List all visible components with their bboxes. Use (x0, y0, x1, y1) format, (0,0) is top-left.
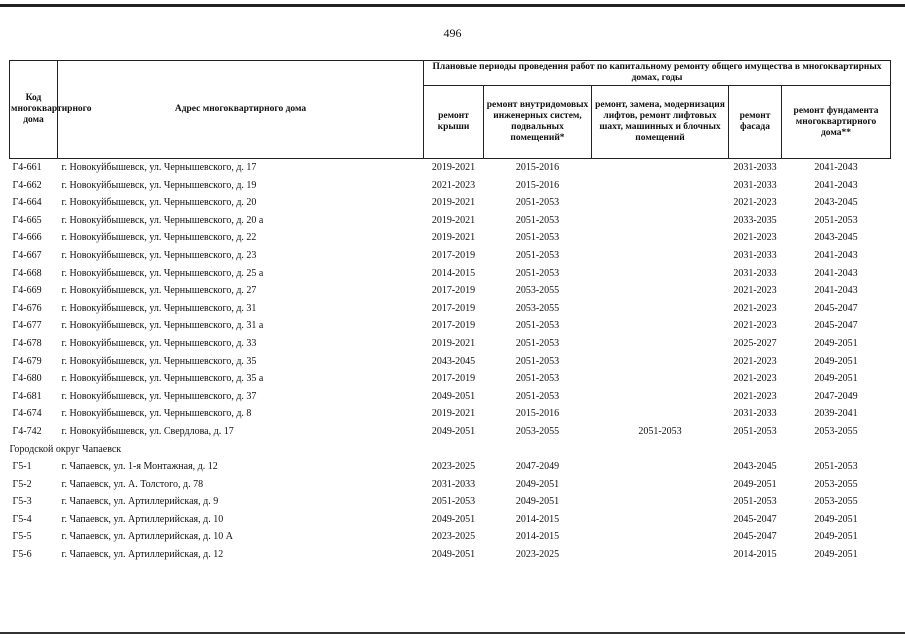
cell-facade: 2021-2023 (733, 232, 777, 244)
cell-facade: 2021-2023 (733, 373, 777, 385)
cell-address: г. Чапаевск, ул. Артиллерийская, д. 10 А (61, 531, 233, 543)
cell-facade: 2021-2023 (733, 390, 777, 402)
header-periods: Плановые периоды проведения работ по капитальному ремонту общего имущества в многоквартирных домах, годы (424, 61, 891, 86)
cell-code: Г4-677 (12, 320, 42, 332)
cell-foundation: 2053-2055 (814, 478, 858, 490)
cell-roof: 2023-2025 (431, 531, 476, 543)
cell-systems: 2049-2051 (515, 478, 560, 490)
table-row (10, 317, 891, 335)
cell-roof: 2017-2019 (431, 285, 476, 297)
cell-address: г. Новокуйбышевск, ул. Чернышевского, д. 31 (61, 302, 257, 314)
cell-roof: 2017-2019 (431, 320, 476, 332)
cell-lifts: 2051-2053 (638, 425, 682, 437)
cell-code: Г4-662 (12, 179, 42, 191)
cell-roof: 2049-2051 (431, 549, 476, 561)
cell-systems: 2051-2053 (515, 197, 560, 209)
header-address: Адрес многоквартирного дома (58, 61, 424, 159)
cell-roof: 2021-2023 (431, 179, 476, 191)
group-row (10, 441, 891, 459)
cell-code: Г4-669 (12, 285, 42, 297)
cell-code: Г4-678 (12, 337, 42, 349)
page-number: 496 (443, 26, 462, 40)
cell-foundation: 2041-2043 (814, 249, 858, 261)
cell-facade: 2031-2033 (733, 249, 777, 261)
cell-address: г. Чапаевск, ул. Артиллерийская, д. 12 (61, 549, 224, 561)
cell-facade: 2043-2045 (733, 461, 777, 473)
cell-systems: 2051-2053 (515, 373, 560, 385)
table-row (10, 546, 891, 564)
table-row (10, 194, 891, 212)
cell-facade: 2014-2015 (733, 549, 777, 561)
cell-facade: 2021-2023 (733, 285, 777, 297)
table-row (10, 511, 891, 529)
cell-lifts (592, 388, 729, 406)
cell-foundation: 2045-2047 (814, 320, 858, 332)
cell-address: г. Новокуйбышевск, ул. Чернышевского, д. 20 (61, 197, 257, 209)
cell-roof: 2051-2053 (431, 496, 476, 508)
cell-address: г. Чапаевск, ул. Артиллерийская, д. 10 (61, 513, 224, 525)
cell-code: Г5-4 (12, 513, 32, 525)
table-row (10, 282, 891, 300)
cell-address: г. Новокуйбышевск, ул. Чернышевского, д. 23 (61, 249, 257, 261)
cell-facade: 2051-2053 (733, 425, 777, 437)
table-row (10, 370, 891, 388)
cell-roof: 2049-2051 (431, 390, 476, 402)
cell-code: Г4-674 (12, 408, 42, 420)
cell-roof: 2049-2051 (431, 513, 476, 525)
cell-systems: 2023-2025 (515, 549, 560, 561)
bottom-rule (0, 632, 905, 634)
cell-roof: 2019-2021 (431, 162, 476, 173)
cell-address: г. Новокуйбышевск, ул. Чернышевского, д. 25 а (61, 267, 264, 279)
cell-code: Г4-661 (12, 162, 42, 173)
header-systems: ремонт внутридомовых инженерных систем, подвальных помещений* (484, 86, 592, 159)
cell-code: Г4-665 (12, 214, 42, 226)
cell-foundation: 2043-2045 (814, 197, 858, 209)
cell-foundation: 2045-2047 (814, 302, 858, 314)
cell-foundation: 2049-2051 (814, 337, 858, 349)
top-rule (0, 4, 905, 7)
cell-lifts (592, 265, 729, 283)
cell-lifts (592, 370, 729, 388)
cell-address: г. Новокуйбышевск, ул. Чернышевского, д. 35 (61, 355, 257, 367)
cell-lifts (592, 476, 729, 494)
cell-lifts (592, 353, 729, 371)
cell-lifts (592, 300, 729, 318)
cell-address: г. Новокуйбышевск, ул. Чернышевского, д. 20 а (61, 214, 264, 226)
cell-facade: 2045-2047 (733, 513, 777, 525)
group-title: Городской округ Чапаевск (9, 443, 122, 455)
table-row (10, 265, 891, 283)
table-row (10, 458, 891, 476)
cell-roof: 2023-2025 (431, 461, 476, 473)
table-row (10, 423, 891, 441)
cell-foundation: 2053-2055 (814, 425, 858, 437)
cell-code: Г4-680 (12, 373, 42, 385)
cell-lifts (592, 282, 729, 300)
cell-foundation: 2053-2055 (814, 496, 858, 508)
cell-systems: 2014-2015 (515, 513, 560, 525)
cell-foundation: 2049-2051 (814, 513, 858, 525)
cell-roof: 2017-2019 (431, 373, 476, 385)
cell-systems: 2051-2053 (515, 249, 560, 261)
table-row (10, 493, 891, 511)
cell-systems: 2053-2055 (515, 285, 560, 297)
cell-foundation: 2047-2049 (814, 390, 858, 402)
cell-systems: 2049-2051 (515, 496, 560, 508)
cell-foundation: 2049-2051 (814, 549, 858, 561)
cell-facade: 2045-2047 (733, 531, 777, 543)
cell-lifts (592, 493, 729, 511)
cell-address: г. Новокуйбышевск, ул. Чернышевского, д. 17 (61, 162, 257, 173)
cell-roof: 2017-2019 (431, 302, 476, 314)
cell-foundation: 2041-2043 (814, 179, 858, 191)
cell-facade: 2031-2033 (733, 408, 777, 420)
table-row (10, 405, 891, 423)
table-row (10, 300, 891, 318)
header-code: Код многоквартирного дома (10, 61, 58, 159)
cell-systems: 2051-2053 (515, 320, 560, 332)
cell-code: Г4-667 (12, 249, 42, 261)
cell-code: Г4-676 (12, 302, 42, 314)
cell-roof: 2043-2045 (431, 355, 476, 367)
cell-roof: 2019-2021 (431, 197, 476, 209)
cell-facade: 2021-2023 (733, 302, 777, 314)
cell-code: Г5-5 (12, 531, 32, 543)
cell-roof: 2031-2033 (431, 478, 476, 490)
cell-systems: 2051-2053 (515, 214, 560, 226)
table-row (10, 229, 891, 247)
cell-foundation: 2049-2051 (814, 373, 858, 385)
cell-facade: 2025-2027 (733, 337, 777, 349)
cell-facade: 2031-2033 (733, 179, 777, 191)
cell-systems: 2053-2055 (515, 302, 560, 314)
cell-facade: 2033-2035 (733, 214, 777, 226)
cell-lifts (592, 458, 729, 476)
cell-facade: 2031-2033 (733, 267, 777, 279)
cell-lifts (592, 247, 729, 265)
cell-roof: 2019-2021 (431, 214, 476, 226)
table-row (10, 476, 891, 494)
cell-foundation: 2049-2051 (814, 531, 858, 543)
header-roof: ремонт крыши (424, 86, 484, 159)
cell-lifts (592, 212, 729, 230)
cell-address: г. Чапаевск, ул. Артиллерийская, д. 9 (61, 496, 219, 508)
cell-roof: 2014-2015 (431, 267, 476, 279)
cell-roof: 2019-2021 (431, 408, 476, 420)
cell-facade: 2049-2051 (733, 478, 777, 490)
cell-lifts (592, 159, 729, 177)
table-row (10, 388, 891, 406)
cell-systems: 2051-2053 (515, 337, 560, 349)
cell-lifts (592, 229, 729, 247)
cell-lifts (592, 405, 729, 423)
cell-lifts (592, 317, 729, 335)
cell-code: Г5-2 (12, 478, 32, 490)
table-row (10, 247, 891, 265)
cell-lifts (592, 194, 729, 212)
header-lifts: ремонт, замена, модернизация лифтов, ремонт лифтовых шахт, машинных и блочных помещений (592, 86, 729, 159)
cell-address: г. Новокуйбышевск, ул. Чернышевского, д. 19 (61, 179, 257, 191)
cell-foundation: 2039-2041 (814, 408, 858, 420)
cell-foundation: 2049-2051 (814, 355, 858, 367)
cell-systems: 2015-2016 (515, 162, 560, 173)
cell-address: г. Новокуйбышевск, ул. Чернышевского, д. 22 (61, 232, 257, 244)
cell-lifts (592, 177, 729, 195)
cell-code: Г4-681 (12, 390, 42, 402)
cell-code: Г5-3 (12, 496, 32, 508)
cell-address: г. Новокуйбышевск, ул. Чернышевского, д. 8 (61, 408, 252, 420)
cell-address: г. Новокуйбышевск, ул. Чернышевского, д. 35 а (61, 373, 264, 385)
cell-systems: 2051-2053 (515, 232, 560, 244)
cell-facade: 2021-2023 (733, 197, 777, 209)
cell-facade: 2051-2053 (733, 496, 777, 508)
cell-roof: 2049-2051 (431, 425, 476, 437)
cell-address: г. Новокуйбышевск, ул. Чернышевского, д. 27 (61, 285, 257, 297)
capital-repair-table (9, 60, 891, 564)
header-facade: ремонт фасада (729, 86, 782, 159)
cell-foundation: 2041-2043 (814, 267, 858, 279)
cell-systems: 2047-2049 (515, 461, 560, 473)
cell-code: Г4-666 (12, 232, 42, 244)
table-row (10, 177, 891, 195)
header-foundation: ремонт фундамента многоквартирного дома** (782, 86, 891, 159)
cell-code: Г4-668 (12, 267, 42, 279)
table-row (10, 353, 891, 371)
table-body (10, 159, 891, 564)
cell-foundation: 2041-2043 (814, 162, 858, 173)
cell-systems: 2015-2016 (515, 408, 560, 420)
table-row (10, 159, 891, 177)
cell-foundation: 2051-2053 (814, 214, 858, 226)
cell-address: г. Новокуйбышевск, ул. Свердлова, д. 17 (61, 425, 234, 437)
cell-address: г. Новокуйбышевск, ул. Чернышевского, д. 31 а (61, 320, 264, 332)
cell-address: г. Новокуйбышевск, ул. Чернышевского, д. 37 (61, 390, 257, 402)
cell-address: г. Новокуйбышевск, ул. Чернышевского, д. 33 (61, 337, 257, 349)
table-row (10, 528, 891, 546)
cell-foundation: 2051-2053 (814, 461, 858, 473)
cell-address: г. Чапаевск, ул. А. Толстого, д. 78 (61, 478, 204, 490)
table-row (10, 212, 891, 230)
cell-code: Г4-664 (12, 197, 42, 209)
cell-roof: 2019-2021 (431, 232, 476, 244)
cell-systems: 2053-2055 (515, 425, 560, 437)
cell-roof: 2017-2019 (431, 249, 476, 261)
cell-code: Г4-679 (12, 355, 42, 367)
cell-address: г. Чапаевск, ул. 1-я Монтажная, д. 12 (61, 461, 218, 473)
cell-systems: 2014-2015 (515, 531, 560, 543)
cell-roof: 2019-2021 (431, 337, 476, 349)
table-row (10, 335, 891, 353)
cell-code: Г4-742 (12, 425, 42, 437)
cell-systems: 2051-2053 (515, 390, 560, 402)
cell-systems: 2051-2053 (515, 267, 560, 279)
cell-lifts (592, 546, 729, 564)
cell-foundation: 2041-2043 (814, 285, 858, 297)
cell-lifts (592, 335, 729, 353)
cell-code: Г5-1 (12, 461, 32, 473)
cell-systems: 2051-2053 (515, 355, 560, 367)
cell-lifts (592, 528, 729, 546)
cell-facade: 2021-2023 (733, 320, 777, 332)
cell-facade: 2021-2023 (733, 355, 777, 367)
cell-facade: 2031-2033 (733, 162, 777, 173)
cell-foundation: 2043-2045 (814, 232, 858, 244)
cell-systems: 2015-2016 (515, 179, 560, 191)
cell-code: Г5-6 (12, 549, 32, 561)
cell-lifts (592, 511, 729, 529)
